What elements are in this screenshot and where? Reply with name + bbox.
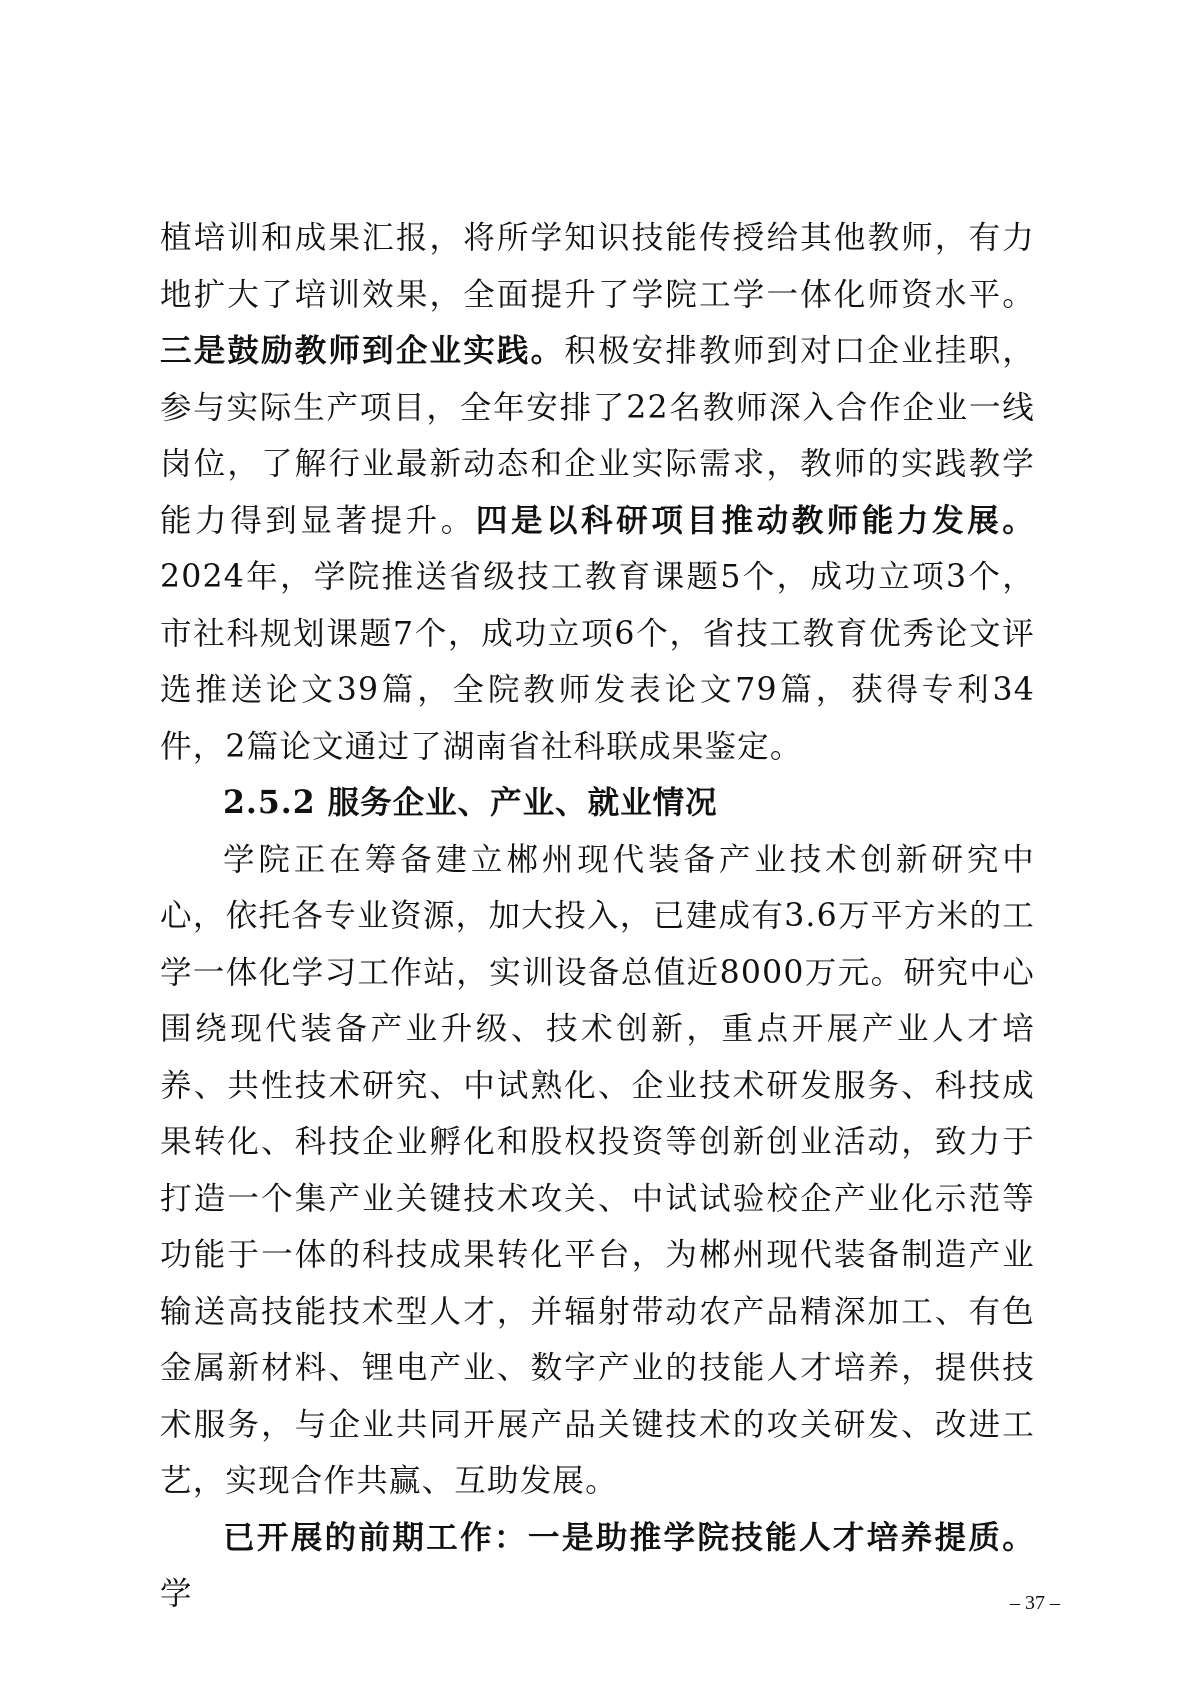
paragraph-text: 植培训和成果汇报，将所学知识技能传授给其他教师，有力地扩大了培训效果，全面提升了学院工学一体化师资水平。 bbox=[160, 220, 1035, 313]
page-number: – 37 – bbox=[1010, 1592, 1060, 1614]
section-heading: 2.5.2 服务企业、产业、就业情况 bbox=[223, 784, 718, 821]
bold-point-four: 四是以科研项目推动教师能力发展。 bbox=[475, 501, 1035, 539]
document-body bbox=[160, 210, 1035, 1623]
paragraph-text: 积极安排教师到对口企业挂职，参与实际生产项目，全年安排了22名教师深入合作企业一线岗位，了解行业最新动态和企业实际需求，教师的实践教学能力得到显著提升。 bbox=[160, 333, 1035, 539]
paragraph-text: 学 bbox=[160, 1576, 193, 1612]
bold-lead-in: 已开展的前期工作：一是助推学院技能人才培养提质。 bbox=[223, 1518, 1035, 1556]
paragraph-text: 2024年，学院推送省级技工教育课题5个，成功立项3个，市社科规划课题7个，成功立项6个，省技工教育优秀论文评选推送论文39篇，全院教师发表论文79篇，获得专利34件，2篇论文通过了湖南省社科联成果鉴定。 bbox=[160, 559, 1035, 765]
bold-point-three: 三是鼓励教师到企业实践。 bbox=[160, 332, 565, 369]
body-paragraph bbox=[160, 210, 1035, 775]
body-paragraph: 学院正在筹备建立郴州现代装备产业技术创新研究中心，依托各专业资源，加大投入，已建成有3.6万平方米的工学一体化学习工作站，实训设备总值近8000万元。研究中心围绕现代装备产业升级、技术创新，重点开展产业人才培养、共性技术研究、中试熟化、企业技术研发服务、科技成果转化、科技企业孵化和股权投资等创新创业活动，致力于打造一个集产业关键技术攻关、中试试验校企产业化示范等功能于一体的科技成果转化平台，为郴州现代装备制造产业输送高技能技术型人才，并辐射带动农产品精深加工、有色金属新材料、锂电产业、数字产业的技能人才培养，提供技术服务，与企业共同开展产品关键技术的攻关研发、改进工艺，实现合作共赢、互助发展。 bbox=[160, 841, 1035, 1499]
